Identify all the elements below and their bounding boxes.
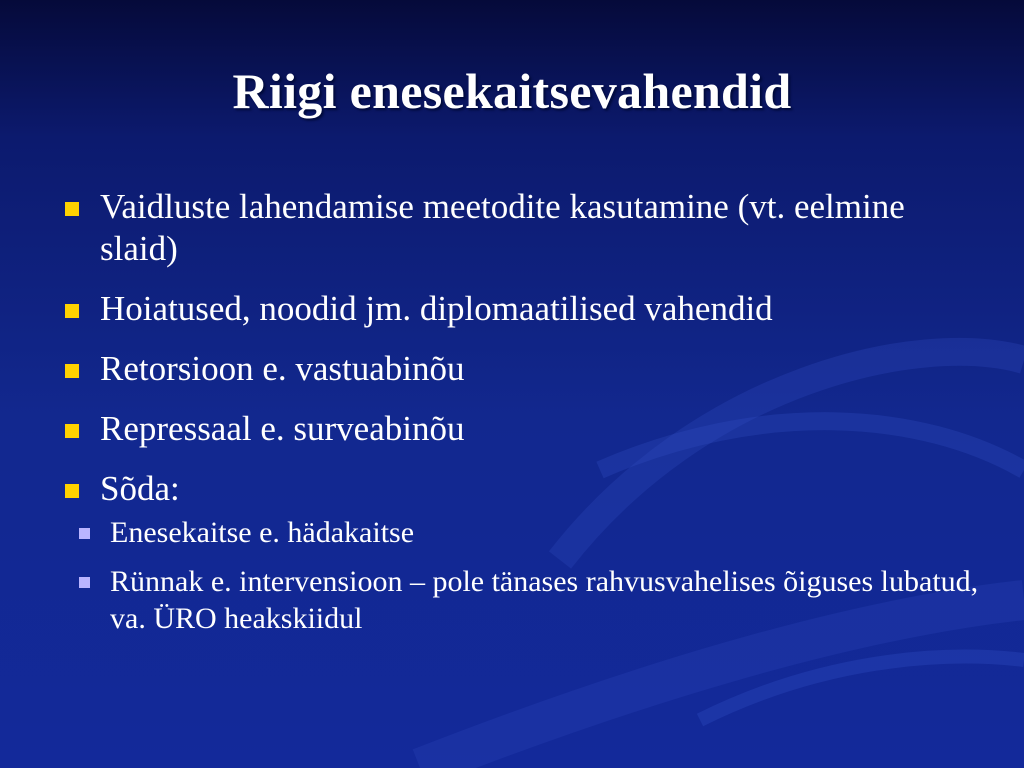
bullet-item (62, 408, 982, 450)
square-sub-bullet-icon (79, 577, 90, 588)
bullet-item (62, 288, 982, 330)
bullet-text: Repressaal e. surveabinõu (100, 409, 465, 448)
bullet-item (62, 348, 982, 390)
square-bullet-icon (65, 364, 79, 378)
bullet-text: Hoiatused, noodid jm. diplomaatilised vahendid (100, 289, 773, 328)
square-bullet-icon (65, 424, 79, 438)
slide-title: Riigi enesekaitsevahendid (232, 63, 792, 119)
sub-bullet-list (100, 514, 982, 637)
bullet-item (62, 468, 982, 637)
bullet-item (62, 186, 982, 270)
bullet-text: Retorsioon e. vastuabinõu (100, 349, 465, 388)
square-bullet-icon (65, 304, 79, 318)
sub-bullet-text: Rünnak e. intervensioon – pole tänases rahvusvahelises õiguses lubatud, va. ÜRO heakskiidul (110, 565, 979, 635)
sub-bullet-item (79, 514, 982, 551)
square-bullet-icon (65, 202, 79, 216)
square-bullet-icon (65, 484, 79, 498)
sub-bullet-item (79, 563, 982, 637)
bullet-list (62, 186, 982, 655)
bullet-text: Vaidluste lahendamise meetodite kasutamine (vt. eelmine slaid) (100, 187, 905, 268)
sub-bullet-text: Enesekaitse e. hädakaitse (110, 516, 415, 549)
bullet-text: Sõda: (100, 469, 180, 508)
square-sub-bullet-icon (79, 528, 90, 539)
